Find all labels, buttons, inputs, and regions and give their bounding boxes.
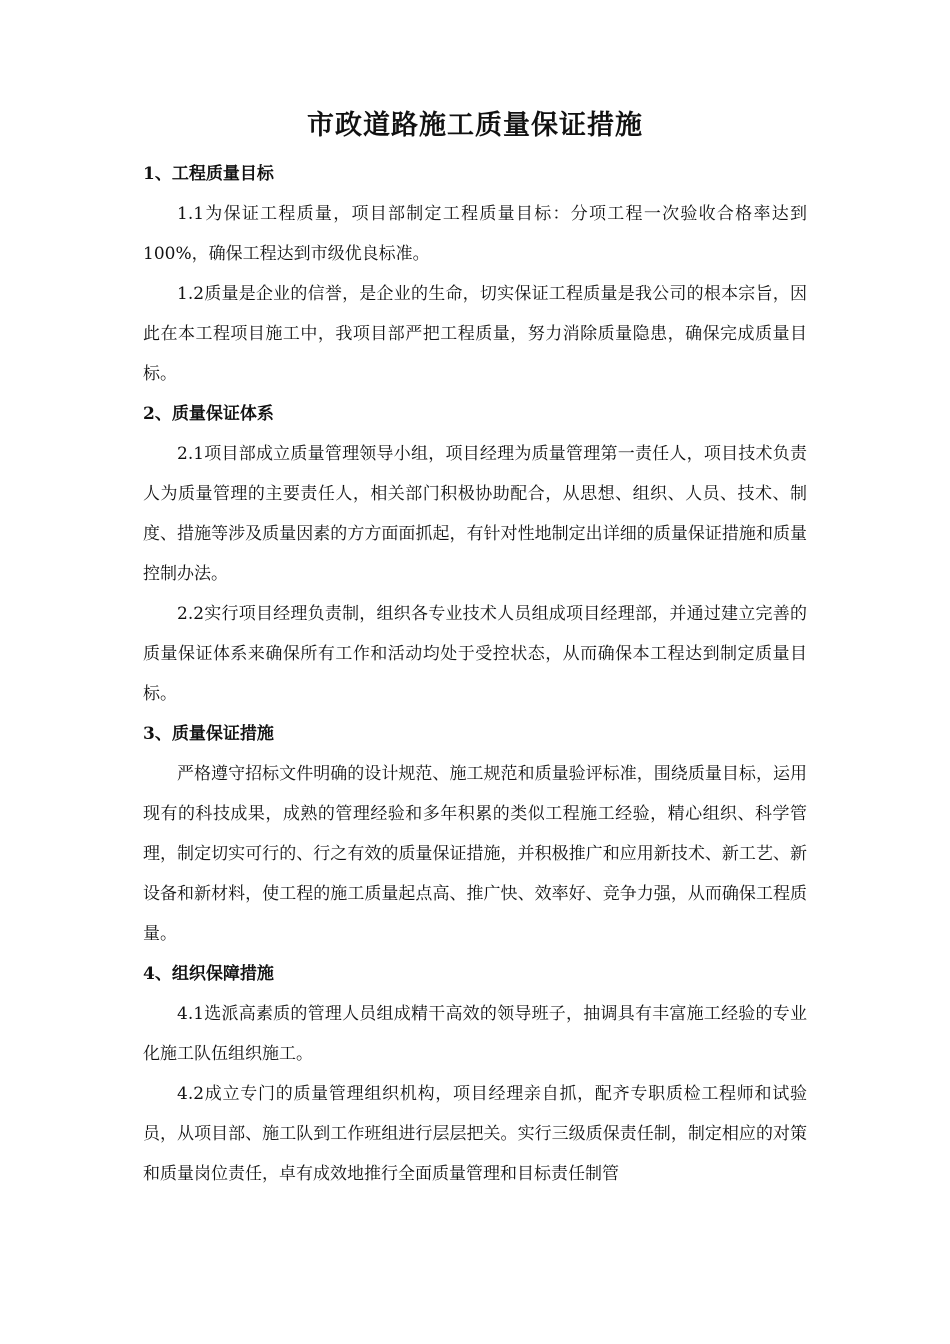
paragraph: 4.2成立专门的质量管理组织机构，项目经理亲自抓，配齐专职质检工程师和试验员，从项目部、施工队到工作班组进行层层把关。实行三级质保责任制，制定相应的对策和质量岗位责任，卓有成效地推行全面质量管理和目标责任制管 (143, 1084, 807, 1184)
section-quality-goal (143, 154, 807, 394)
paragraph: 1.1为保证工程质量，项目部制定工程质量目标：分项工程一次验收合格率达到100%，确保工程达到市级优良标准。 (143, 204, 807, 264)
paragraph: 严格遵守招标文件明确的设计规范、施工规范和质量验评标准，围绕质量目标，运用现有的科技成果，成熟的管理经验和多年积累的类似工程施工经验，精心组织、科学管理，制定切实可行的、行之有效的质量保证措施，并积极推广和应用新技术、新工艺、新设备和新材料，使工程的施工质量起点高、推广快、效率好、竞争力强，从而确保工程质量。 (143, 764, 807, 944)
paragraph: 4.1选派高素质的管理人员组成精干高效的领导班子，抽调具有丰富施工经验的专业化施工队伍组织施工。 (143, 1004, 807, 1064)
paragraph: 2.2实行项目经理负责制，组织各专业技术人员组成项目经理部，并通过建立完善的质量保证体系来确保所有工作和活动均处于受控状态，从而确保本工程达到制定质量目标。 (143, 604, 807, 704)
section-heading: 3、质量保证措施 (143, 724, 274, 744)
paragraph: 1.2质量是企业的信誉，是企业的生命，切实保证工程质量是我公司的根本宗旨，因此在本工程项目施工中，我项目部严把工程质量，努力消除质量隐患，确保完成质量目标。 (143, 284, 807, 384)
section-organization-measures (143, 954, 807, 1194)
paragraph: 2.1项目部成立质量管理领导小组，项目经理为质量管理第一责任人，项目技术负责人为质量管理的主要责任人，相关部门积极协助配合，从思想、组织、人员、技术、制度、措施等涉及质量因素的方方面面抓起，有针对性地制定出详细的质量保证措施和质量控制办法。 (143, 444, 807, 584)
section-quality-measures (143, 714, 807, 954)
section-heading: 4、组织保障措施 (143, 964, 274, 984)
document-page (143, 104, 807, 1194)
section-heading: 2、质量保证体系 (143, 404, 274, 424)
section-heading: 1、工程质量目标 (143, 164, 274, 184)
section-quality-system (143, 394, 807, 714)
document-title: 市政道路施工质量保证措施 (307, 110, 643, 141)
